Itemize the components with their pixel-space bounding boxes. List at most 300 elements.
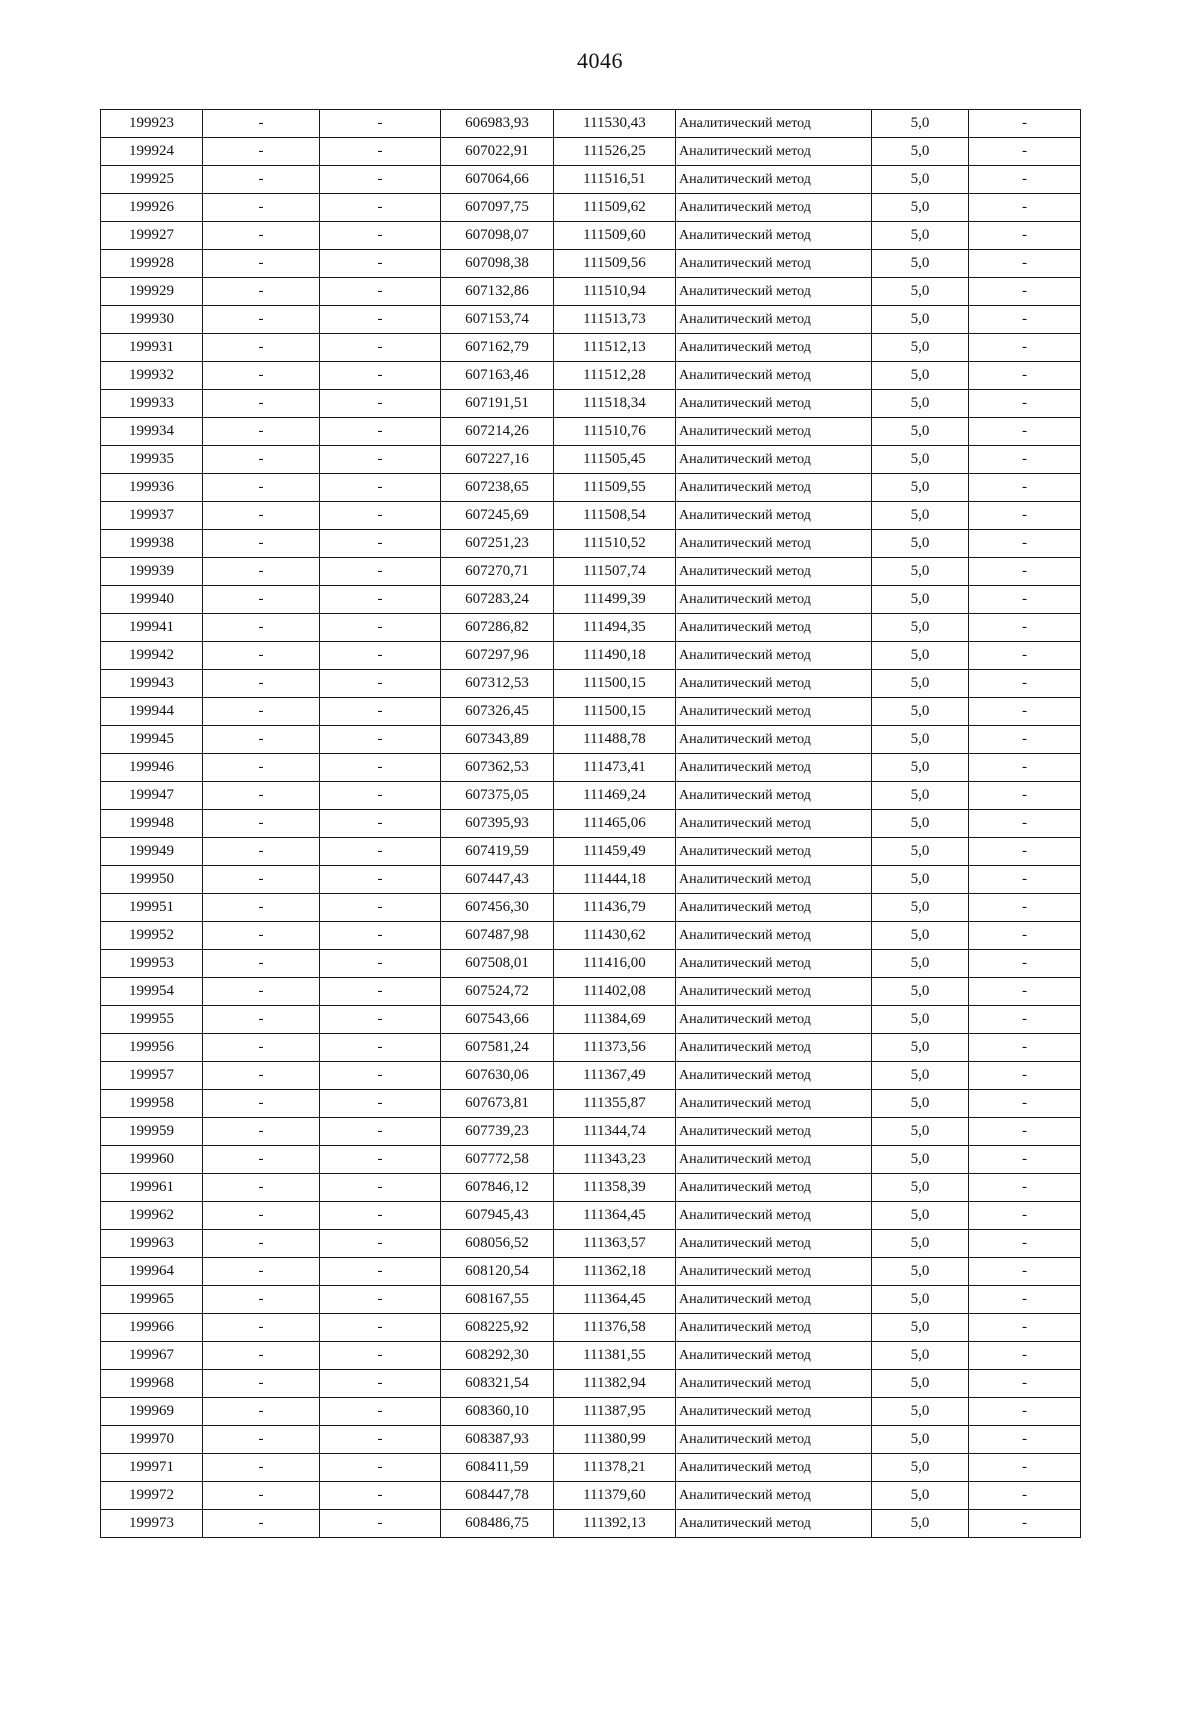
empty-col-2-cell: - — [203, 222, 320, 250]
method-cell: Аналитический метод — [676, 1118, 872, 1146]
table-row — [101, 1230, 1081, 1258]
empty-col-3-cell: - — [320, 894, 441, 922]
empty-col-2-cell: - — [203, 1062, 320, 1090]
empty-col-2-cell: - — [203, 670, 320, 698]
accuracy-cell: 5,0 — [872, 1062, 969, 1090]
point-number-cell: 199927 — [101, 222, 203, 250]
table-row — [101, 250, 1081, 278]
x-coordinate-cell: 608167,55 — [441, 1286, 554, 1314]
method-cell: Аналитический метод — [676, 1342, 872, 1370]
table-row — [101, 1118, 1081, 1146]
point-number-cell: 199933 — [101, 390, 203, 418]
y-coordinate-cell: 111344,74 — [554, 1118, 676, 1146]
empty-col-8-cell: - — [969, 586, 1081, 614]
empty-col-2-cell: - — [203, 950, 320, 978]
x-coordinate-cell: 607846,12 — [441, 1174, 554, 1202]
method-cell: Аналитический метод — [676, 1174, 872, 1202]
accuracy-cell: 5,0 — [872, 810, 969, 838]
accuracy-cell: 5,0 — [872, 586, 969, 614]
empty-col-3-cell: - — [320, 502, 441, 530]
y-coordinate-cell: 111509,56 — [554, 250, 676, 278]
table-row — [101, 166, 1081, 194]
empty-col-3-cell: - — [320, 418, 441, 446]
table-row — [101, 978, 1081, 1006]
point-number-cell: 199936 — [101, 474, 203, 502]
method-cell: Аналитический метод — [676, 1258, 872, 1286]
point-number-cell: 199962 — [101, 1202, 203, 1230]
empty-col-3-cell: - — [320, 474, 441, 502]
y-coordinate-cell: 111500,15 — [554, 698, 676, 726]
point-number-cell: 199941 — [101, 614, 203, 642]
empty-col-3-cell: - — [320, 1146, 441, 1174]
empty-col-8-cell: - — [969, 530, 1081, 558]
accuracy-cell: 5,0 — [872, 250, 969, 278]
point-number-cell: 199961 — [101, 1174, 203, 1202]
empty-col-3-cell: - — [320, 1006, 441, 1034]
x-coordinate-cell: 607772,58 — [441, 1146, 554, 1174]
empty-col-8-cell: - — [969, 1090, 1081, 1118]
empty-col-8-cell: - — [969, 782, 1081, 810]
point-number-cell: 199938 — [101, 530, 203, 558]
empty-col-8-cell: - — [969, 1398, 1081, 1426]
point-number-cell: 199935 — [101, 446, 203, 474]
table-row — [101, 1090, 1081, 1118]
empty-col-8-cell: - — [969, 390, 1081, 418]
accuracy-cell: 5,0 — [872, 1426, 969, 1454]
accuracy-cell: 5,0 — [872, 1174, 969, 1202]
empty-col-2-cell: - — [203, 1006, 320, 1034]
accuracy-cell: 5,0 — [872, 558, 969, 586]
accuracy-cell: 5,0 — [872, 1454, 969, 1482]
empty-col-8-cell: - — [969, 950, 1081, 978]
accuracy-cell: 5,0 — [872, 334, 969, 362]
accuracy-cell: 5,0 — [872, 922, 969, 950]
empty-col-2-cell: - — [203, 306, 320, 334]
point-number-cell: 199940 — [101, 586, 203, 614]
x-coordinate-cell: 608411,59 — [441, 1454, 554, 1482]
method-cell: Аналитический метод — [676, 502, 872, 530]
empty-col-3-cell: - — [320, 922, 441, 950]
y-coordinate-cell: 111384,69 — [554, 1006, 676, 1034]
empty-col-2-cell: - — [203, 698, 320, 726]
method-cell: Аналитический метод — [676, 838, 872, 866]
method-cell: Аналитический метод — [676, 1510, 872, 1538]
empty-col-3-cell: - — [320, 810, 441, 838]
y-coordinate-cell: 111507,74 — [554, 558, 676, 586]
y-coordinate-cell: 111508,54 — [554, 502, 676, 530]
x-coordinate-cell: 607543,66 — [441, 1006, 554, 1034]
x-coordinate-cell: 607326,45 — [441, 698, 554, 726]
accuracy-cell: 5,0 — [872, 166, 969, 194]
table-row — [101, 950, 1081, 978]
x-coordinate-cell: 607524,72 — [441, 978, 554, 1006]
empty-col-8-cell: - — [969, 474, 1081, 502]
method-cell: Аналитический метод — [676, 978, 872, 1006]
table-row — [101, 810, 1081, 838]
x-coordinate-cell: 607214,26 — [441, 418, 554, 446]
empty-col-3-cell: - — [320, 1118, 441, 1146]
point-number-cell: 199949 — [101, 838, 203, 866]
accuracy-cell: 5,0 — [872, 110, 969, 138]
accuracy-cell: 5,0 — [872, 530, 969, 558]
table-row — [101, 1062, 1081, 1090]
empty-col-3-cell: - — [320, 250, 441, 278]
y-coordinate-cell: 111380,99 — [554, 1426, 676, 1454]
point-number-cell: 199956 — [101, 1034, 203, 1062]
point-number-cell: 199953 — [101, 950, 203, 978]
point-number-cell: 199952 — [101, 922, 203, 950]
accuracy-cell: 5,0 — [872, 362, 969, 390]
point-number-cell: 199930 — [101, 306, 203, 334]
empty-col-2-cell: - — [203, 726, 320, 754]
table-row — [101, 418, 1081, 446]
point-number-cell: 199967 — [101, 1342, 203, 1370]
empty-col-2-cell: - — [203, 1090, 320, 1118]
empty-col-8-cell: - — [969, 726, 1081, 754]
method-cell: Аналитический метод — [676, 726, 872, 754]
method-cell: Аналитический метод — [676, 1146, 872, 1174]
table-row — [101, 530, 1081, 558]
y-coordinate-cell: 111444,18 — [554, 866, 676, 894]
x-coordinate-cell: 607286,82 — [441, 614, 554, 642]
empty-col-2-cell: - — [203, 474, 320, 502]
empty-col-3-cell: - — [320, 838, 441, 866]
empty-col-3-cell: - — [320, 278, 441, 306]
accuracy-cell: 5,0 — [872, 1006, 969, 1034]
empty-col-8-cell: - — [969, 1118, 1081, 1146]
table-row — [101, 138, 1081, 166]
empty-col-3-cell: - — [320, 782, 441, 810]
x-coordinate-cell: 607297,96 — [441, 642, 554, 670]
method-cell: Аналитический метод — [676, 810, 872, 838]
table-row — [101, 194, 1081, 222]
point-number-cell: 199934 — [101, 418, 203, 446]
empty-col-2-cell: - — [203, 530, 320, 558]
empty-col-2-cell: - — [203, 1342, 320, 1370]
x-coordinate-cell: 607312,53 — [441, 670, 554, 698]
point-number-cell: 199945 — [101, 726, 203, 754]
empty-col-8-cell: - — [969, 978, 1081, 1006]
empty-col-8-cell: - — [969, 1230, 1081, 1258]
table-row — [101, 474, 1081, 502]
method-cell: Аналитический метод — [676, 418, 872, 446]
empty-col-3-cell: - — [320, 362, 441, 390]
empty-col-2-cell: - — [203, 1398, 320, 1426]
empty-col-2-cell: - — [203, 1314, 320, 1342]
method-cell: Аналитический метод — [676, 446, 872, 474]
empty-col-2-cell: - — [203, 838, 320, 866]
empty-col-2-cell: - — [203, 1370, 320, 1398]
empty-col-8-cell: - — [969, 334, 1081, 362]
method-cell: Аналитический метод — [676, 922, 872, 950]
y-coordinate-cell: 111512,13 — [554, 334, 676, 362]
point-number-cell: 199931 — [101, 334, 203, 362]
table-row — [101, 754, 1081, 782]
empty-col-2-cell: - — [203, 446, 320, 474]
table-row — [101, 502, 1081, 530]
empty-col-8-cell: - — [969, 1062, 1081, 1090]
empty-col-8-cell: - — [969, 306, 1081, 334]
empty-col-3-cell: - — [320, 1230, 441, 1258]
empty-col-3-cell: - — [320, 1342, 441, 1370]
method-cell: Аналитический метод — [676, 1062, 872, 1090]
empty-col-3-cell: - — [320, 390, 441, 418]
empty-col-3-cell: - — [320, 670, 441, 698]
point-number-cell: 199963 — [101, 1230, 203, 1258]
empty-col-2-cell: - — [203, 250, 320, 278]
empty-col-3-cell: - — [320, 866, 441, 894]
x-coordinate-cell: 607227,16 — [441, 446, 554, 474]
empty-col-3-cell: - — [320, 642, 441, 670]
y-coordinate-cell: 111343,23 — [554, 1146, 676, 1174]
empty-col-2-cell: - — [203, 1202, 320, 1230]
point-number-cell: 199923 — [101, 110, 203, 138]
y-coordinate-cell: 111510,76 — [554, 418, 676, 446]
table-row — [101, 1510, 1081, 1538]
empty-col-3-cell: - — [320, 698, 441, 726]
empty-col-8-cell: - — [969, 1482, 1081, 1510]
table-row — [101, 222, 1081, 250]
y-coordinate-cell: 111459,49 — [554, 838, 676, 866]
x-coordinate-cell: 607064,66 — [441, 166, 554, 194]
x-coordinate-cell: 607245,69 — [441, 502, 554, 530]
method-cell: Аналитический метод — [676, 1006, 872, 1034]
y-coordinate-cell: 111362,18 — [554, 1258, 676, 1286]
method-cell: Аналитический метод — [676, 1314, 872, 1342]
empty-col-8-cell: - — [969, 1034, 1081, 1062]
table-row — [101, 1454, 1081, 1482]
empty-col-3-cell: - — [320, 614, 441, 642]
x-coordinate-cell: 607581,24 — [441, 1034, 554, 1062]
empty-col-8-cell: - — [969, 1454, 1081, 1482]
accuracy-cell: 5,0 — [872, 306, 969, 334]
point-number-cell: 199951 — [101, 894, 203, 922]
empty-col-3-cell: - — [320, 166, 441, 194]
y-coordinate-cell: 111499,39 — [554, 586, 676, 614]
method-cell: Аналитический метод — [676, 222, 872, 250]
accuracy-cell: 5,0 — [872, 222, 969, 250]
y-coordinate-cell: 111505,45 — [554, 446, 676, 474]
empty-col-3-cell: - — [320, 1314, 441, 1342]
empty-col-8-cell: - — [969, 1146, 1081, 1174]
x-coordinate-cell: 607447,43 — [441, 866, 554, 894]
accuracy-cell: 5,0 — [872, 138, 969, 166]
accuracy-cell: 5,0 — [872, 1090, 969, 1118]
accuracy-cell: 5,0 — [872, 614, 969, 642]
method-cell: Аналитический метод — [676, 1454, 872, 1482]
y-coordinate-cell: 111363,57 — [554, 1230, 676, 1258]
y-coordinate-cell: 111473,41 — [554, 754, 676, 782]
table-row — [101, 642, 1081, 670]
empty-col-3-cell: - — [320, 558, 441, 586]
empty-col-2-cell: - — [203, 1230, 320, 1258]
x-coordinate-cell: 607508,01 — [441, 950, 554, 978]
x-coordinate-cell: 607098,38 — [441, 250, 554, 278]
x-coordinate-cell: 607251,23 — [441, 530, 554, 558]
empty-col-3-cell: - — [320, 138, 441, 166]
empty-col-2-cell: - — [203, 810, 320, 838]
x-coordinate-cell: 608387,93 — [441, 1426, 554, 1454]
empty-col-2-cell: - — [203, 1258, 320, 1286]
table-row — [101, 306, 1081, 334]
x-coordinate-cell: 607132,86 — [441, 278, 554, 306]
empty-col-3-cell: - — [320, 530, 441, 558]
point-number-cell: 199968 — [101, 1370, 203, 1398]
accuracy-cell: 5,0 — [872, 1398, 969, 1426]
empty-col-2-cell: - — [203, 866, 320, 894]
method-cell: Аналитический метод — [676, 1202, 872, 1230]
method-cell: Аналитический метод — [676, 278, 872, 306]
accuracy-cell: 5,0 — [872, 446, 969, 474]
empty-col-2-cell: - — [203, 978, 320, 1006]
empty-col-2-cell: - — [203, 1286, 320, 1314]
empty-col-2-cell: - — [203, 1146, 320, 1174]
accuracy-cell: 5,0 — [872, 1230, 969, 1258]
y-coordinate-cell: 111509,55 — [554, 474, 676, 502]
y-coordinate-cell: 111488,78 — [554, 726, 676, 754]
x-coordinate-cell: 607022,91 — [441, 138, 554, 166]
accuracy-cell: 5,0 — [872, 1146, 969, 1174]
x-coordinate-cell: 607375,05 — [441, 782, 554, 810]
y-coordinate-cell: 111510,94 — [554, 278, 676, 306]
accuracy-cell: 5,0 — [872, 194, 969, 222]
point-number-cell: 199924 — [101, 138, 203, 166]
method-cell: Аналитический метод — [676, 1230, 872, 1258]
point-number-cell: 199955 — [101, 1006, 203, 1034]
method-cell: Аналитический метод — [676, 362, 872, 390]
accuracy-cell: 5,0 — [872, 1482, 969, 1510]
point-number-cell: 199926 — [101, 194, 203, 222]
empty-col-8-cell: - — [969, 1370, 1081, 1398]
method-cell: Аналитический метод — [676, 138, 872, 166]
empty-col-2-cell: - — [203, 138, 320, 166]
empty-col-3-cell: - — [320, 1482, 441, 1510]
table-row — [101, 1370, 1081, 1398]
x-coordinate-cell: 607739,23 — [441, 1118, 554, 1146]
y-coordinate-cell: 111364,45 — [554, 1286, 676, 1314]
accuracy-cell: 5,0 — [872, 1342, 969, 1370]
point-number-cell: 199969 — [101, 1398, 203, 1426]
x-coordinate-cell: 608447,78 — [441, 1482, 554, 1510]
x-coordinate-cell: 608292,30 — [441, 1342, 554, 1370]
table-row — [101, 1174, 1081, 1202]
x-coordinate-cell: 608225,92 — [441, 1314, 554, 1342]
empty-col-8-cell: - — [969, 278, 1081, 306]
empty-col-2-cell: - — [203, 586, 320, 614]
method-cell: Аналитический метод — [676, 782, 872, 810]
x-coordinate-cell: 608321,54 — [441, 1370, 554, 1398]
method-cell: Аналитический метод — [676, 1370, 872, 1398]
table-row — [101, 670, 1081, 698]
point-number-cell: 199937 — [101, 502, 203, 530]
point-number-cell: 199973 — [101, 1510, 203, 1538]
table-row — [101, 614, 1081, 642]
empty-col-8-cell: - — [969, 250, 1081, 278]
empty-col-8-cell: - — [969, 810, 1081, 838]
empty-col-3-cell: - — [320, 1062, 441, 1090]
table-row — [101, 726, 1081, 754]
empty-col-8-cell: - — [969, 866, 1081, 894]
empty-col-3-cell: - — [320, 1286, 441, 1314]
x-coordinate-cell: 607163,46 — [441, 362, 554, 390]
y-coordinate-cell: 111364,45 — [554, 1202, 676, 1230]
accuracy-cell: 5,0 — [872, 474, 969, 502]
y-coordinate-cell: 111510,52 — [554, 530, 676, 558]
method-cell: Аналитический метод — [676, 1482, 872, 1510]
empty-col-8-cell: - — [969, 194, 1081, 222]
empty-col-3-cell: - — [320, 110, 441, 138]
x-coordinate-cell: 607362,53 — [441, 754, 554, 782]
table-row — [101, 278, 1081, 306]
empty-col-3-cell: - — [320, 586, 441, 614]
point-number-cell: 199971 — [101, 1454, 203, 1482]
method-cell: Аналитический метод — [676, 586, 872, 614]
y-coordinate-cell: 111516,51 — [554, 166, 676, 194]
empty-col-2-cell: - — [203, 922, 320, 950]
point-number-cell: 199939 — [101, 558, 203, 586]
point-number-cell: 199928 — [101, 250, 203, 278]
empty-col-2-cell: - — [203, 558, 320, 586]
y-coordinate-cell: 111358,39 — [554, 1174, 676, 1202]
point-number-cell: 199929 — [101, 278, 203, 306]
empty-col-3-cell: - — [320, 1034, 441, 1062]
x-coordinate-cell: 608360,10 — [441, 1398, 554, 1426]
accuracy-cell: 5,0 — [872, 642, 969, 670]
empty-col-2-cell: - — [203, 894, 320, 922]
empty-col-8-cell: - — [969, 1006, 1081, 1034]
table-row — [101, 1314, 1081, 1342]
accuracy-cell: 5,0 — [872, 1118, 969, 1146]
method-cell: Аналитический метод — [676, 530, 872, 558]
empty-col-2-cell: - — [203, 1426, 320, 1454]
point-number-cell: 199970 — [101, 1426, 203, 1454]
y-coordinate-cell: 111355,87 — [554, 1090, 676, 1118]
y-coordinate-cell: 111402,08 — [554, 978, 676, 1006]
y-coordinate-cell: 111376,58 — [554, 1314, 676, 1342]
empty-col-8-cell: - — [969, 418, 1081, 446]
method-cell: Аналитический метод — [676, 390, 872, 418]
y-coordinate-cell: 111526,25 — [554, 138, 676, 166]
empty-col-2-cell: - — [203, 502, 320, 530]
accuracy-cell: 5,0 — [872, 838, 969, 866]
empty-col-8-cell: - — [969, 1174, 1081, 1202]
table-row — [101, 446, 1081, 474]
accuracy-cell: 5,0 — [872, 1202, 969, 1230]
table-row — [101, 1146, 1081, 1174]
table-row — [101, 334, 1081, 362]
x-coordinate-cell: 607283,24 — [441, 586, 554, 614]
empty-col-8-cell: - — [969, 1314, 1081, 1342]
accuracy-cell: 5,0 — [872, 950, 969, 978]
empty-col-8-cell: - — [969, 1510, 1081, 1538]
table-row — [101, 1482, 1081, 1510]
point-number-cell: 199946 — [101, 754, 203, 782]
accuracy-cell: 5,0 — [872, 866, 969, 894]
accuracy-cell: 5,0 — [872, 670, 969, 698]
empty-col-2-cell: - — [203, 1118, 320, 1146]
x-coordinate-cell: 607343,89 — [441, 726, 554, 754]
method-cell: Аналитический метод — [676, 950, 872, 978]
table-row — [101, 390, 1081, 418]
empty-col-3-cell: - — [320, 978, 441, 1006]
y-coordinate-cell: 111367,49 — [554, 1062, 676, 1090]
y-coordinate-cell: 111509,62 — [554, 194, 676, 222]
method-cell: Аналитический метод — [676, 1398, 872, 1426]
x-coordinate-cell: 606983,93 — [441, 110, 554, 138]
empty-col-8-cell: - — [969, 138, 1081, 166]
x-coordinate-cell: 608120,54 — [441, 1258, 554, 1286]
empty-col-2-cell: - — [203, 390, 320, 418]
